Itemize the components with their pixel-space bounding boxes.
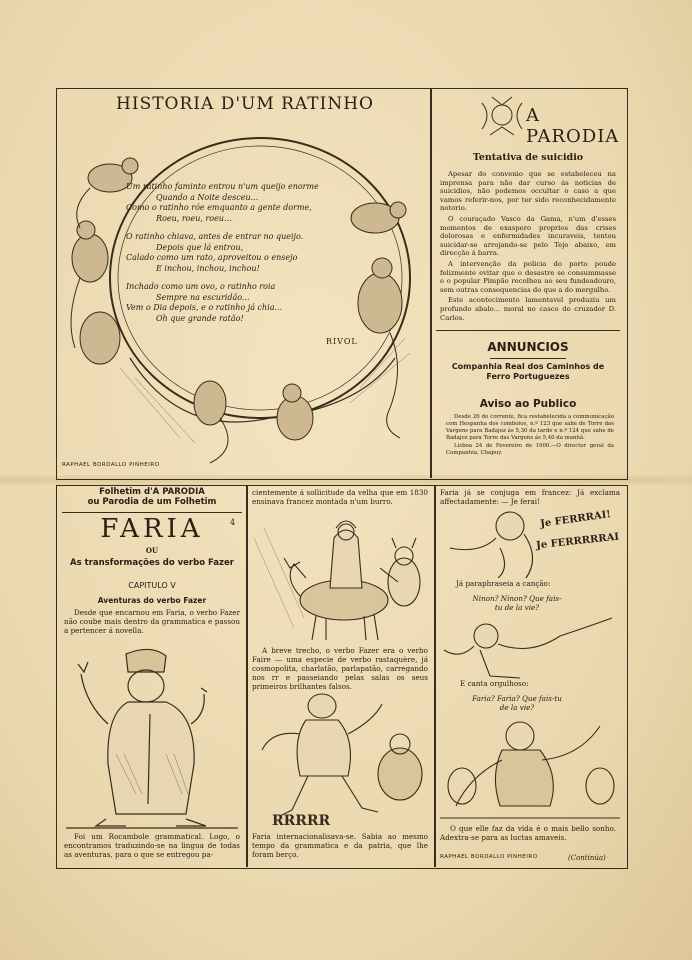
col1-intro: Desde que encarnou em Faria, o verbo Fazer não coube mais dentro da grammatica e passou a pertencer á novella. [64, 608, 240, 635]
notice-text: Desde 26 do corrente, fica restabelecida a communicação com Hespanha dos comboios, n.º 123 que sahe de Torre das Vargens para Badajoz ás 5,30 da tarde e n.º 124 que sahe de Badajoz para Torre das Vargens ás 5,40 da manhã. [446, 414, 614, 441]
poem-line: Roeu, roeu, roeu... [156, 213, 232, 223]
artist-signature: RAPHAEL BORDALLO PINHEIRO [62, 462, 160, 468]
poem-line: Vem o Dia depois, e o ratinho já chia... [126, 303, 283, 312]
article-paragraph: O couraçado Vasco da Gama, n'um d'esses momentos de exaspero proprios das crises dolorosas e enfermidades incuraveis, tentou suicidar-se arrojando-se pelo Tejo abaixo, em direcção á barra. [440, 214, 616, 258]
col3-top: Faria já se conjuga em francez: Já exclama affectadamente: — Je ferai! [440, 488, 620, 506]
article-title: Tentativa de suicidio [472, 152, 584, 163]
folhetim-signature: RAPHAEL BORDALLO PINHEIRO [440, 854, 538, 860]
folhetim-number: 4 [230, 518, 236, 527]
folhetim-header-line2: ou Parodia de um Folhetim [87, 497, 217, 507]
article-paragraph: Apesar do convenio que se estabeleceu na imprensa para não dar curso ás noticias de suicidios, não podemos occultar o caso a que vamos referir-nos, por ter sido reconhecidamente notorio. [440, 170, 616, 213]
section-rule [436, 330, 620, 331]
company-name: Companhia Real dos Caminhos de Ferro Portuguezes [451, 362, 605, 381]
col3-bottom: O que elle faz da vida é o mais bello sonho. Adextra-se para as luctas amaveis. [440, 824, 616, 842]
poem-line: Inchado como um ovo, o ratinho roia [126, 282, 276, 291]
notice-title: Aviso ao Publico [479, 398, 577, 410]
poem-line: Oh que grande ratão! [156, 313, 244, 323]
column-divider [434, 485, 436, 867]
poem-line: E inchou, inchou, inchou! [156, 263, 260, 273]
chapter-label: CAPITULO V [128, 581, 176, 590]
faria-crowd-illustration [440, 716, 620, 820]
masthead-ornament-icon [478, 93, 526, 139]
poem-line: Depois que lá entrou, [156, 242, 244, 252]
col1-bottom: Foi um Rocambole grammatical. Logo, o encontramos traduzindo-se na lingua de todas as aventuras, para o que se entregou pa- [64, 832, 240, 859]
poem-line: Sempre na escuridão... [156, 292, 250, 302]
article-body [440, 170, 616, 322]
notice-footer: Lisboa 24 de Fevereiro de 1900.—O director geral da Companhia, Chapuy. [446, 443, 614, 456]
poem-line: Calado como um rato, aproveitou o ensejo [126, 253, 298, 262]
dancing-faria-illustration [252, 690, 428, 830]
col2-drum-text: RRRRR [272, 813, 331, 829]
ou-label: OU [145, 546, 159, 555]
ferai-bubble-2: Je FERRRRRAI [535, 531, 620, 552]
faria-figure-illustration [66, 644, 238, 830]
rat-poem [126, 182, 386, 324]
faria-title: FARIA [100, 514, 204, 544]
poem-signature: RIVOL [326, 337, 358, 346]
poem-line: Um ratinho faminto entrou n'um queijo enorme [126, 182, 319, 191]
chapter-title: Aventuras do verbo Fazer [97, 596, 207, 605]
col3-song-label: Já paraphraseia a canção: [456, 579, 551, 588]
ferai-head-illustration [440, 508, 620, 580]
folhetim-header-line1: Folhetim d'A PARODIA [99, 487, 205, 497]
ferai-bubble-1: Je FERRRAI! [539, 509, 612, 530]
col3-verse-2: Faria? Faria? Que fais-tu de la vie? [472, 694, 562, 712]
poem-line: O ratinho chiava, antes de entrar no queijo. [126, 232, 304, 241]
folhetim-header [62, 487, 242, 507]
col2-bottom: Faria internacionalisava-se. Sabia ao mesmo tempo da grammatica e da patria, que lhe foram berço. [252, 832, 428, 859]
col2-middle: A breve trecho, o verbo Fazer era o verbo Faire — uma especie de verbo rastaquère, já cosmopolita, charlatão, parlapatão, carregando nos rr e passeiando pelas salas os seus primeiros brilhantes falsos. [252, 646, 428, 691]
donkey-lady-illustration [254, 508, 426, 644]
annuncios-title: ANNUNCIOS [487, 340, 569, 354]
section-rule [490, 358, 566, 359]
article-paragraph: Este acontecimento lamentavel produziu um profundo abalo... moral no casco do cruzador D. Carlos. [440, 296, 616, 322]
poem-line: Quando a Noite desceu... [156, 192, 259, 202]
notice-body [446, 414, 614, 457]
poem-line: Como o ratinho róe emquanto a gente dorme, [126, 203, 312, 212]
col3-verse-1: Ninon? Ninon? Que fais-tu de la vie? [472, 594, 562, 612]
folhetim-subtitle: As transformações do verbo Fazer [70, 558, 234, 568]
singing-faria-illustration [440, 616, 620, 682]
header-rule [62, 512, 242, 513]
top-divider [430, 88, 432, 478]
column-divider [246, 485, 248, 867]
col2-top: cientemente á sollicitude da velha que em 1830 ensinava francez montada n'um burro. [252, 488, 428, 506]
article-paragraph: A intervenção da policia do porto poude felizmente evitar que o desastre se consummasse e o popular Pimpão recolheu ao seu fundeadouro, sem outras consequencias do que a do mergulho. [440, 259, 616, 294]
continua-label: (Continúa) [568, 854, 606, 862]
historia-title: HISTORIA D'UM RATINHO [116, 94, 374, 114]
masthead-title: A PARODIA [526, 105, 620, 147]
parodia-masthead [478, 93, 620, 147]
col3-proud-label: E canta orgulhoso: [460, 679, 529, 688]
